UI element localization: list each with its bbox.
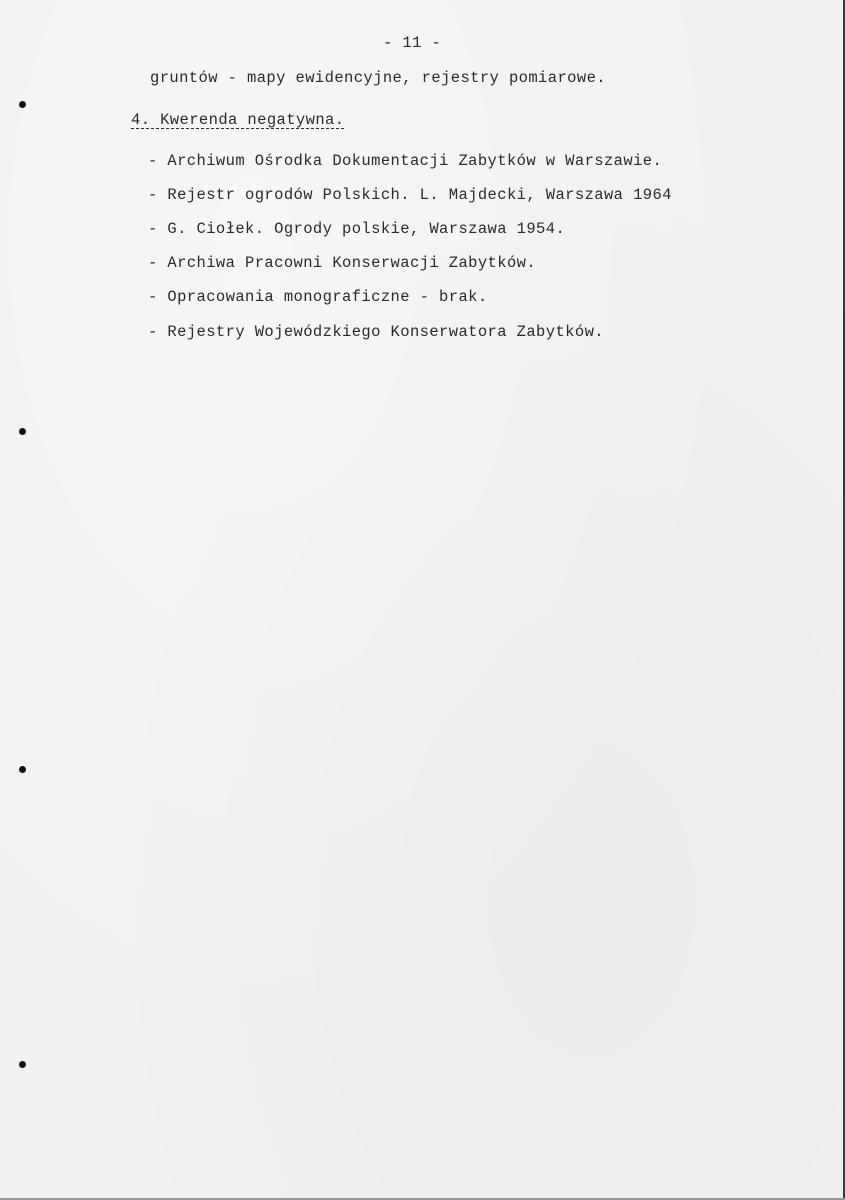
intro-line: gruntów - mapy ewidencyjne, rejestry pomiarowe. xyxy=(150,69,606,87)
list-item: - Rejestry Wojewódzkiego Konserwatora Zabytków. xyxy=(148,323,604,341)
list-item: - Rejestr ogrodów Polskich. L. Majdecki, Warszawa 1964 xyxy=(148,186,672,204)
punch-hole-mark xyxy=(19,101,26,108)
list-item: - Archiwum Ośrodka Dokumentacji Zabytków w Warszawie. xyxy=(148,152,663,170)
list-item: - G. Ciołek. Ogrody polskie, Warszawa 1954. xyxy=(148,220,566,238)
list-item: - Archiwa Pracowni Konserwacji Zabytków. xyxy=(148,254,537,272)
page-number: - 11 - xyxy=(383,34,442,52)
punch-hole-mark xyxy=(19,428,26,435)
list-item: - Opracowania monograficzne - brak. xyxy=(148,288,488,306)
section-heading: 4. Kwerenda negatywna. xyxy=(131,111,345,129)
punch-hole-mark xyxy=(19,766,26,773)
punch-hole-mark xyxy=(19,1061,26,1068)
